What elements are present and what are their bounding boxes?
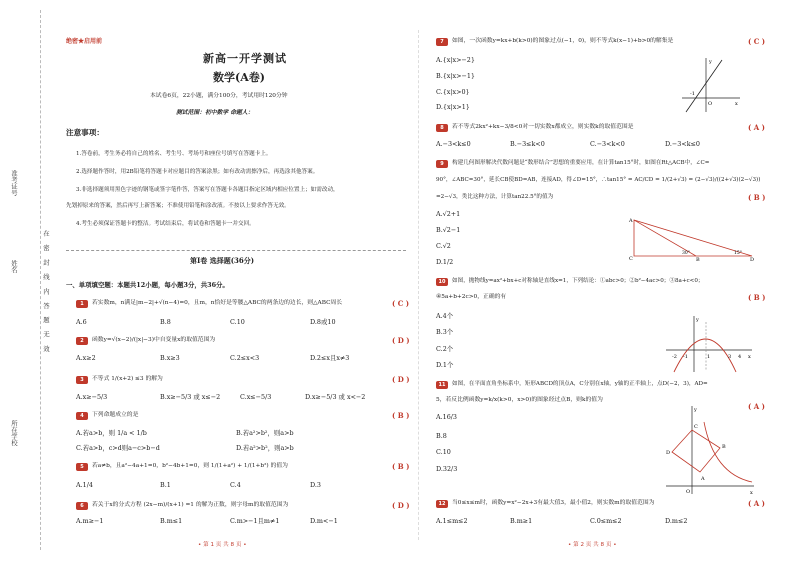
question-stem: 构建几何图形解决代数问题是“数形结合”思想的重要应用，在计算tan15°时，如图在Rt△ACB中，∠C= (452, 160, 710, 166)
answer-mark: ( B ) (392, 462, 410, 471)
page-number: • 第 1 页 共 8 页 • (198, 542, 247, 548)
option: B.3个 (436, 328, 454, 336)
option: A.x≥2 (76, 354, 96, 362)
option: C.10 (230, 318, 245, 326)
option: C.2个 (436, 345, 454, 353)
option: B.1 (160, 481, 171, 489)
tick-label: 1 (707, 354, 711, 360)
question-stem: 若a≠b，且a²−4a+1=0，b²−4b+1=0，则 1/(1+a²) + 1/(1+b²) 的值为 (92, 463, 288, 469)
question-stem-line: 90°，∠ABC=30°，延长CB使BD=AB，连接AD，得∠D=15°，∴tan15° = AC/CD = 1/(2+√3) = (2−√3)/((2+√3)(2−√3)) (436, 177, 761, 183)
rectangle-abcd (672, 430, 720, 472)
question-stem-line: ④5a+b+2c>0，正确的有 (436, 294, 507, 300)
answer-mark: ( A ) (748, 402, 765, 411)
option: A.1/4 (76, 481, 93, 489)
hyperbola (704, 422, 752, 482)
exam-id-label: 准考证号 (10, 170, 18, 196)
option: D.8或10 (310, 318, 336, 326)
notice-title: 注意事项： (66, 128, 104, 137)
section-title: 第Ⅰ卷 选择题(36分) (190, 256, 255, 265)
option: D.若a²>b²，则a>b (236, 444, 294, 452)
option: C.2≤x<3 (230, 354, 260, 362)
option: B.m≤1 (160, 517, 183, 525)
option: D.3 (310, 481, 321, 489)
answer-mark: ( B ) (748, 293, 766, 302)
tick-label: 4 (738, 354, 742, 360)
figure-q9 (626, 214, 758, 262)
option: B.8 (436, 432, 447, 440)
answer-mark: ( C ) (748, 37, 766, 46)
question-stem: 当0≤x≤m时，函数y=x²−2x+3有最大值3，最小值2，则实数m的取值范围为 (452, 500, 655, 506)
option: D.x≥−5/3 或 x<−2 (305, 393, 366, 401)
point-b-label: B (722, 444, 726, 450)
option: B.8 (160, 318, 171, 326)
page-number: • 第 2 页 共 8 页 • (568, 542, 617, 548)
option: A.4个 (436, 312, 454, 320)
option: A.{x|x>−2} (436, 56, 475, 64)
part-title: 一、单项填空题：本题共12小题，每小题3分，共36分。 (66, 281, 229, 289)
option: D.−3<k≤0 (665, 140, 700, 148)
confidential-mark: 绝密★启用前 (66, 38, 103, 45)
question-stem: 如图，一次函数y=kx+b(k>0)的图象过点(−1，0)，则不等式k(x−1)+b>0的解集是 (452, 38, 674, 44)
school-label: 所在学校 (10, 420, 18, 446)
seal-warning: 在 密 封 线 内 答 题 无 效 (42, 230, 50, 355)
y-label: y (696, 317, 699, 323)
point-a-label: A (629, 218, 633, 224)
exam-title: 新高一开学测试 (203, 52, 287, 65)
answer-mark: ( D ) (392, 375, 410, 384)
option: B.x≥−5/3 或 x≤−2 (160, 393, 221, 401)
question-stem: 若不等式2kx²+kx−3/8<0对一切实数x都成立，则实数k的取值范围是 (452, 124, 634, 130)
function-line (686, 60, 722, 112)
question-stem-line: =2−√3，类比这种方法，计算tan22.5°的值为 (436, 194, 554, 200)
option: B.m≥1 (510, 517, 533, 525)
answer-mark: ( A ) (748, 499, 765, 508)
figure-q11 (664, 404, 756, 496)
tick-label: -2 (672, 354, 677, 360)
question-number: 6 (76, 502, 88, 510)
notice-item: 3.非选择题须用黑色字迹的钢笔或签字笔作答，答案写在答题卡各题目指定区域内相应位置上；如需改动， (76, 187, 339, 193)
notice-item: 1.答卷前，考生务必将自己的姓名、考生号、考场号和座位号填写在答题卡上。 (76, 151, 272, 157)
angle-15-label: 15° (734, 251, 742, 256)
y-label: y (694, 407, 697, 413)
question-number: 2 (76, 337, 88, 345)
notice-item: 4.考生必须保证答题卡的整洁。考试结束后，将试卷和答题卡一并交回。 (76, 221, 255, 227)
question-number: 8 (436, 124, 448, 132)
question-stem-line: 5，若反比例函数y=k/x(k>0，x>0)的图象经过点B，则k的值为 (436, 397, 603, 403)
option: D.m≤2 (665, 517, 688, 525)
option: A.1≤m≤2 (436, 517, 468, 525)
y-label: y (709, 59, 712, 65)
x-label: x (750, 490, 753, 496)
notice-item: 先划掉原来的答案，然后再写上新答案；不准使用铅笔和涂改液。不按以上要求作答无效。 (66, 203, 290, 209)
option: A.若a>b，则 1/a < 1/b (76, 429, 147, 437)
point-a-label: A (701, 476, 705, 482)
x-label: x (748, 354, 751, 360)
question-stem: 如图，在平面直角坐标系中，矩形ABCD的顶点A，C分别在x轴，y轴的正半轴上，点D(−2，3)，AD= (452, 381, 708, 387)
answer-mark: ( A ) (748, 123, 765, 132)
origin-label: O (708, 101, 713, 107)
tick-label: 3 (728, 354, 732, 360)
option: D.1/2 (436, 258, 454, 266)
exam-info: 本试卷6页，22小题，满分100分，考试用时120分钟 (150, 93, 288, 99)
name-label: 姓名 (10, 260, 18, 273)
question-stem: 函数y=√(x−2)/(|x|−3)中自变量x的取值范围为 (92, 337, 216, 343)
binding-line (40, 10, 41, 550)
question-number: 11 (436, 381, 448, 389)
option: D.32/3 (436, 465, 458, 473)
option: C.√2 (436, 242, 451, 250)
question-stem: 若实数m，n满足|m−2|+√(n−4)=0，且m，n恰好是等腰△ABC的两条边的边长，则△ABC周长 (92, 300, 343, 306)
question-number: 9 (436, 160, 448, 168)
point-b-label: B (696, 257, 700, 262)
question-stem: 不等式 1/(x+2) ≤3 的解为 (92, 376, 163, 382)
figure-q10 (664, 314, 754, 374)
option: D.m<−1 (310, 517, 338, 525)
origin-label: O (686, 489, 691, 495)
question-stem: 下列命题成立的是 (92, 412, 139, 418)
notice-item: 2.选择题作答时，用2B铅笔将答题卡对应题目的答案涂黑；如有改动需擦净后，再选涂其他答案。 (76, 169, 319, 175)
option: C.m>−1且m≠1 (230, 517, 280, 525)
option: A.m≥−1 (76, 517, 104, 525)
option: B.若a²>b²，则a>b (236, 429, 294, 437)
question-number: 12 (436, 500, 448, 508)
option: D.2≤x且x≠3 (310, 354, 350, 362)
option: C.x≤−5/3 (240, 393, 272, 401)
tick-label: -1 (690, 91, 695, 97)
exam-scope: 测试范围：初中数学 命题人： (176, 110, 254, 116)
angle-30-label: 30° (682, 251, 690, 256)
answer-mark: ( B ) (392, 411, 410, 420)
option: B.√2−1 (436, 226, 461, 234)
question-number: 1 (76, 300, 88, 308)
tick-label: -1 (683, 354, 688, 360)
point-c-label: C (629, 256, 633, 262)
option: C.{x|x>0} (436, 88, 470, 96)
point-c-label: C (694, 424, 698, 430)
question-number: 7 (436, 38, 448, 46)
section-divider (66, 250, 406, 251)
point-d-label: D (666, 450, 671, 456)
exam-subtitle: 数学(A卷) (213, 71, 265, 84)
answer-mark: ( B ) (748, 193, 766, 202)
option: C.10 (436, 448, 451, 456)
option: A.x≥−5/3 (76, 393, 108, 401)
question-number: 3 (76, 376, 88, 384)
option: D.1个 (436, 361, 454, 369)
question-number: 10 (436, 278, 448, 286)
question-number: 5 (76, 463, 88, 471)
option: C.−3<k<0 (590, 140, 625, 148)
figure-q7 (678, 54, 744, 114)
page-divider (418, 30, 419, 540)
option: B.{x|x>−1} (436, 72, 475, 80)
question-stem: 如图，抛物线y=ax²+bx+c对称轴是直线x=1，下列结论：①abc>0；②b²−4ac>0；③8a+c<0； (452, 278, 704, 284)
option: D.{x|x>1} (436, 103, 470, 111)
option: A.√2+1 (436, 210, 461, 218)
answer-mark: ( C ) (392, 299, 410, 308)
answer-mark: ( D ) (392, 501, 410, 510)
answer-mark: ( D ) (392, 336, 410, 345)
x-label: x (735, 101, 738, 107)
option: A.16/3 (436, 413, 457, 421)
question-number: 4 (76, 412, 88, 420)
option: C.0≤m≤2 (590, 517, 622, 525)
option: C.若a>b，c>d则a−c>b−d (76, 444, 160, 452)
point-d-label: D (750, 257, 755, 262)
option: B.x≥3 (160, 354, 180, 362)
question-stem: 若关于x的分式方程 (2x−m)/(x+1) =1 的解为正数，则字母m的取值范围为 (92, 502, 289, 508)
option: A.−3<k≤0 (436, 140, 471, 148)
option: B.−3≤k<0 (510, 140, 545, 148)
option: C.4 (230, 481, 241, 489)
option: A.6 (76, 318, 87, 326)
